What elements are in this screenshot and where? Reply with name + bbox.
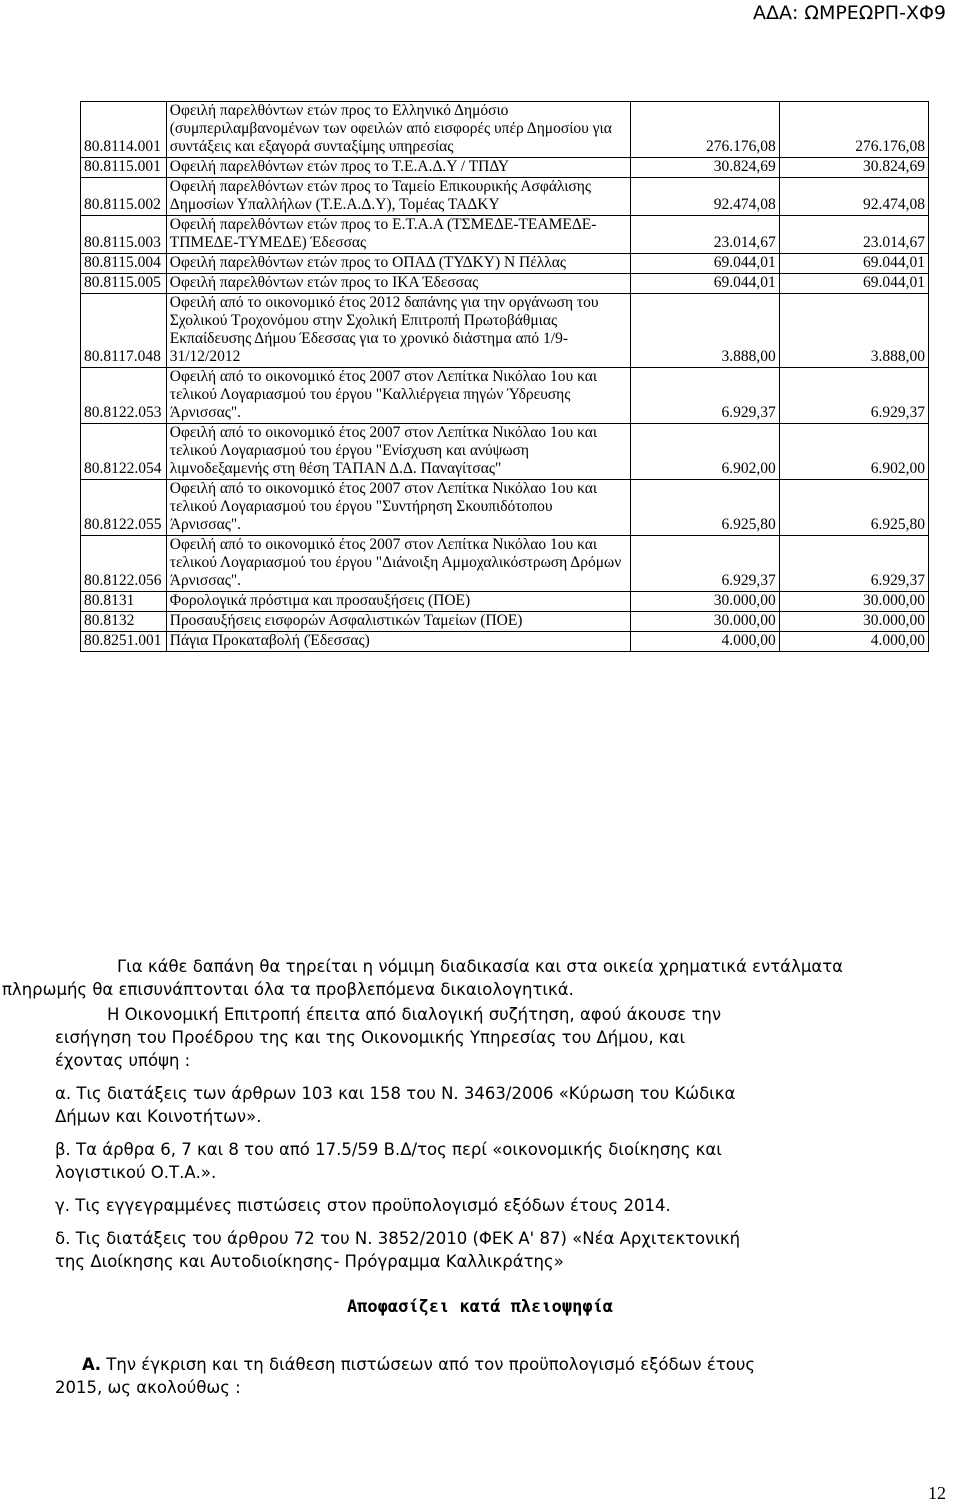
item-b-line-1: β. Τα άρθρα 6, 7 και 8 του από 17.5/59 Β.Δ/τος περί «οικονομικής διοίκησης και bbox=[55, 1140, 722, 1159]
row-amount: 276.176,08 bbox=[630, 102, 779, 158]
row-code: 80.8117.048 bbox=[81, 294, 167, 368]
row-amount: 92.474,08 bbox=[630, 178, 779, 216]
table-row bbox=[81, 632, 929, 652]
row-code: 80.8132 bbox=[81, 612, 167, 632]
row-amount: 6.929,37 bbox=[630, 536, 779, 592]
row-code: 80.8122.053 bbox=[81, 368, 167, 424]
table-row bbox=[81, 102, 929, 158]
row-description: Οφειλή από το οικονομικό έτος 2007 στον Λεπίτκα Νικόλαο 1ου και τελικού Λογαριασμού του έργου "Καλλιέργεια πηγών Ύδρευσης Άρνισσας". bbox=[166, 368, 630, 424]
row-amount-total: 92.474,08 bbox=[779, 178, 928, 216]
row-code: 80.8131 bbox=[81, 592, 167, 612]
row-amount-total: 30.824,69 bbox=[779, 158, 928, 178]
approval-text: Την έγκριση και τη διάθεση πιστώσεων από τον προϋπολογισμό εξόδων έτους bbox=[101, 1355, 756, 1374]
row-amount-total: 69.044,01 bbox=[779, 254, 928, 274]
row-amount-total: 6.929,37 bbox=[779, 536, 928, 592]
approval-label: Α. bbox=[82, 1355, 102, 1374]
item-c: γ. Τις εγγεγραμμένες πιστώσεις στον προϋπολογισμό εξόδων έτους 2014. bbox=[55, 1196, 671, 1215]
row-code: 80.8251.001 bbox=[81, 632, 167, 652]
item-a-line-2: Δήμων και Κοινοτήτων». bbox=[55, 1107, 262, 1126]
table-row bbox=[81, 592, 929, 612]
row-amount-total: 69.044,01 bbox=[779, 274, 928, 294]
row-description: Οφειλή από το οικονομικό έτος 2007 στον Λεπίτκα Νικόλαο 1ου και τελικού Λογαριασμού του έργου "Συντήρηση Σκουπιδότοπου Άρνισσας". bbox=[166, 480, 630, 536]
row-amount-total: 23.014,67 bbox=[779, 216, 928, 254]
row-amount-total: 276.176,08 bbox=[779, 102, 928, 158]
table-row bbox=[81, 274, 929, 294]
table-row bbox=[81, 216, 929, 254]
budget-table-body bbox=[81, 102, 929, 652]
row-amount-total: 30.000,00 bbox=[779, 592, 928, 612]
ada-code: ΑΔΑ: ΩΜΡΕΩΡΠ-ΧΦ9 bbox=[753, 2, 946, 24]
table-row bbox=[81, 254, 929, 274]
committee-line-2: εισήγηση του Προέδρου της και της Οικονομικής Υπηρεσίας του Δήμου, και bbox=[55, 1028, 686, 1047]
row-amount: 6.929,37 bbox=[630, 368, 779, 424]
row-description: Οφειλή παρελθόντων ετών προς το Ταμείο Επικουρικής Ασφάλισης Δημοσίων Υπαλλήλων (Τ.Ε.Α.Δ.Υ), Τομέας ΤΑΔΚΥ bbox=[166, 178, 630, 216]
row-amount: 30.824,69 bbox=[630, 158, 779, 178]
row-code: 80.8122.055 bbox=[81, 480, 167, 536]
row-amount-total: 3.888,00 bbox=[779, 294, 928, 368]
row-description: Οφειλή από το οικονομικό έτος 2007 στον Λεπίτκα Νικόλαο 1ου και τελικού Λογαριασμού του έργου "Διάνοιξη Αμμοχαλικόστρωση Δρόμων Άρνισσας". bbox=[166, 536, 630, 592]
page-number: 12 bbox=[928, 1483, 946, 1503]
item-d-line-2: της Διοίκησης και Αυτοδιοίκησης- Πρόγραμμα Καλλικράτης» bbox=[55, 1252, 564, 1271]
procedure-paragraph bbox=[0, 955, 960, 1001]
row-amount: 6.902,00 bbox=[630, 424, 779, 480]
approval-line-1 bbox=[0, 1353, 960, 1376]
row-code: 80.8115.001 bbox=[81, 158, 167, 178]
row-amount: 4.000,00 bbox=[630, 632, 779, 652]
row-amount: 69.044,01 bbox=[630, 254, 779, 274]
row-amount: 6.925,80 bbox=[630, 480, 779, 536]
row-description: Οφειλή από το οικονομικό έτος 2012 δαπάνης για την οργάνωση του Σχολικού Τροχονόμου στην Σχολική Επιτροπή Πρωτοβάθμιας Εκπαίδευσης Δήμου Έδεσσας για το χρονικό διάστημα από 1/9-31/12/2012 bbox=[166, 294, 630, 368]
table-row bbox=[81, 294, 929, 368]
row-amount: 69.044,01 bbox=[630, 274, 779, 294]
row-code: 80.8122.054 bbox=[81, 424, 167, 480]
row-description: Οφειλή παρελθόντων ετών προς το ΙΚΑ Έδεσσας bbox=[166, 274, 630, 294]
approval-paragraph bbox=[0, 1353, 960, 1399]
approval-line-2: 2015, ως ακολούθως : bbox=[55, 1378, 241, 1397]
item-b-line-2: λογιστικού Ο.Τ.Α.». bbox=[55, 1163, 217, 1182]
table-row bbox=[81, 480, 929, 536]
row-amount-total: 4.000,00 bbox=[779, 632, 928, 652]
row-amount: 30.000,00 bbox=[630, 592, 779, 612]
row-code: 80.8115.005 bbox=[81, 274, 167, 294]
row-description: Οφειλή παρελθόντων ετών προς το Ελληνικό Δημόσιο (συμπεριλαμβανομένων των οφειλών από εισφορές υπέρ Δημοσίου για συντάξεις και εξαγορά συνταξίμης υπηρεσίας bbox=[166, 102, 630, 158]
row-amount: 3.888,00 bbox=[630, 294, 779, 368]
item-a-line-1: α. Τις διατάξεις των άρθρων 103 και 158 του Ν. 3463/2006 «Κύρωση του Κώδικα bbox=[55, 1084, 736, 1103]
committee-paragraph bbox=[0, 1003, 960, 1072]
table-row bbox=[81, 178, 929, 216]
row-amount-total: 6.902,00 bbox=[779, 424, 928, 480]
row-amount-total: 6.929,37 bbox=[779, 368, 928, 424]
row-description: Οφειλή παρελθόντων ετών προς το Τ.Ε.Α.Δ.Υ / ΤΠΔΥ bbox=[166, 158, 630, 178]
row-description: Φορολογικά πρόστιμα και προσαυξήσεις (ΠΟΕ) bbox=[166, 592, 630, 612]
row-description: Προσαυξήσεις εισφορών Ασφαλιστικών Ταμείων (ΠΟΕ) bbox=[166, 612, 630, 632]
row-description: Οφειλή από το οικονομικό έτος 2007 στον Λεπίτκα Νικόλαο 1ου και τελικού Λογαριασμού του έργου "Ενίσχυση και ανύψωση λιμνοδεξαμενής στη θέση ΤΑΠΑΝ Δ.Δ. Παναγίτσας" bbox=[166, 424, 630, 480]
row-code: 80.8115.003 bbox=[81, 216, 167, 254]
row-description: Πάγια Προκαταβολή (Έδεσσας) bbox=[166, 632, 630, 652]
row-description: Οφειλή παρελθόντων ετών προς το ΟΠΑΔ (ΤΥΔΚΥ) Ν Πέλλας bbox=[166, 254, 630, 274]
row-amount-total: 6.925,80 bbox=[779, 480, 928, 536]
committee-line-1: Η Οικονομική Επιτροπή έπειτα από διαλογική συζήτηση, αφού άκουσε την bbox=[107, 1005, 722, 1024]
row-description: Οφειλή παρελθόντων ετών προς το Ε.Τ.Α.Α (ΤΣΜΕΔΕ-ΤΕΑΜΕΔΕ-ΤΠΜΕΔΕ-ΤΥΜΕΔΕ) Έδεσσας bbox=[166, 216, 630, 254]
procedure-line-1: Για κάθε δαπάνη θα τηρείται η νόμιμη διαδικασία και στα οικεία χρηματικά εντάλματα bbox=[116, 957, 844, 976]
decision-heading: Αποφασίζει κατά πλειοψηφία bbox=[346, 1297, 614, 1317]
considerations-list bbox=[0, 1082, 960, 1273]
row-code: 80.8115.004 bbox=[81, 254, 167, 274]
row-amount: 23.014,67 bbox=[630, 216, 779, 254]
item-d-line-1: δ. Τις διατάξεις του άρθρου 72 του Ν. 3852/2010 (ΦΕΚ Α' 87) «Νέα Αρχιτεκτονική bbox=[55, 1229, 741, 1248]
table-row bbox=[81, 612, 929, 632]
table-row bbox=[81, 424, 929, 480]
table-row bbox=[81, 536, 929, 592]
row-code: 80.8122.056 bbox=[81, 536, 167, 592]
procedure-line-2: πληρωμής θα επισυνάπτονται όλα τα προβλεπόμενα δικαιολογητικά. bbox=[2, 980, 574, 999]
table-row bbox=[81, 158, 929, 178]
committee-line-3: έχοντας υπόψη : bbox=[55, 1051, 191, 1070]
row-amount-total: 30.000,00 bbox=[779, 612, 928, 632]
table-row bbox=[81, 368, 929, 424]
row-code: 80.8114.001 bbox=[81, 102, 167, 158]
row-code: 80.8115.002 bbox=[81, 178, 167, 216]
budget-table bbox=[80, 101, 929, 652]
row-amount: 30.000,00 bbox=[630, 612, 779, 632]
